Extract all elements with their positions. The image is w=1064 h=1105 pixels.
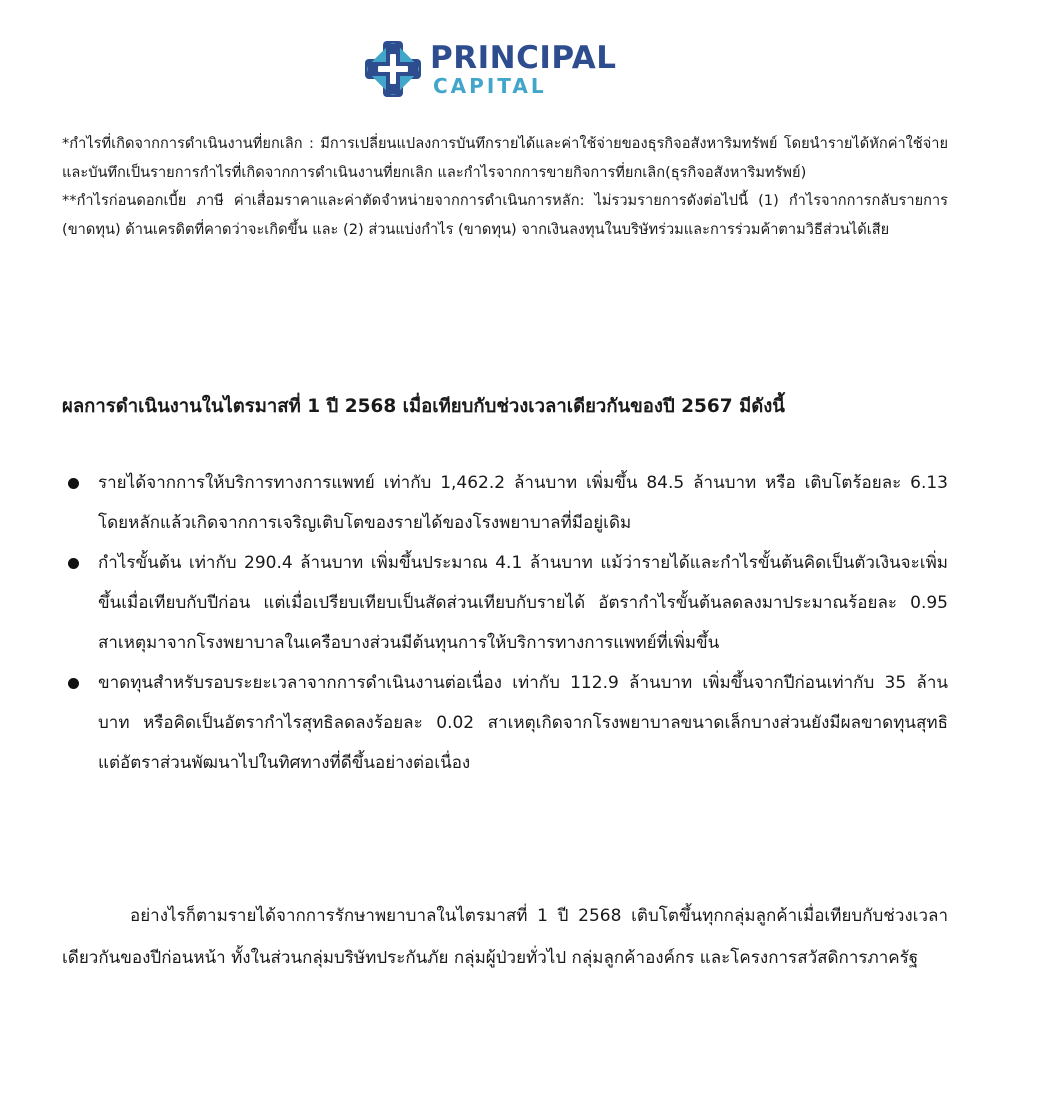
- results-bullet-list: [62, 463, 948, 783]
- footnote-ebitda: **กำไรก่อนดอกเบี้ย ภาษี ค่าเสื่อมราคาและค่าตัดจำหน่ายจากการดำเนินการหลัก: ไม่รวมรายการดังต่อไปนี้ (1) กำไรจากการกลับรายการ (ขาดทุน) ด้านเครดิตที่คาดว่าจะเกิดขึ้น และ (2) ส่วนแบ่งกำไร (ขาดทุน) จากเงินลงทุนในบริษัทร่วมและการร่วมค้าตามวิธีส่วนได้เสีย: [62, 192, 948, 238]
- medical-cross-logo-icon: [362, 38, 424, 100]
- footnotes: [62, 130, 948, 244]
- closing-paragraph: อย่างไรก็ตามรายได้จากการรักษาพยาบาลในไตรมาสที่ 1 ปี 2568 เติบโตขึ้นทุกกลุ่มลูกค้าเมื่อเทียบกับช่วงเวลาเดียวกันของปีก่อนหน้า ทั้งในส่วนกลุ่มบริษัทประกันภัย กลุ่มผู้ป่วยทั่วไป กลุ่มลูกค้าองค์กร และโครงการสวัสดิการภาครัฐ: [62, 906, 948, 968]
- bullet-text: ขาดทุนสำหรับรอบระยะเวลาจากการดำเนินงานต่อเนื่อง เท่ากับ 112.9 ล้านบาท เพิ่มขึ้นจากปีก่อนเท่ากับ 35 ล้านบาท หรือคิดเป็นอัตรากำไรสุทธิลดลงร้อยละ 0.02 สาเหตุเกิดจากโรงพยาบาลขนาดเล็กบางส่วนยังมีผลขาดทุนสุทธิ แต่อัตราส่วนพัฒนาไปในทิศทางที่ดีขึ้นอย่างต่อเนื่อง: [98, 673, 948, 773]
- bullet-net-loss: [62, 663, 948, 783]
- bullet-text: รายได้จากการให้บริการทางการแพทย์ เท่ากับ 1,462.2 ล้านบาท เพิ่มขึ้น 84.5 ล้านบาท หรือ เติบโตร้อยละ 6.13 โดยหลักแล้วเกิดจากการเจริญเติบโตของรายได้ของโรงพยาบาลที่มีอยู่เดิม: [98, 473, 948, 533]
- logo-word-principal: PRINCIPAL: [430, 39, 617, 76]
- footnote-discontinued-operations: *กำไรที่เกิดจากการดำเนินงานที่ยกเลิก : มีการเปลี่ยนแปลงการบันทึกรายได้และค่าใช้จ่ายของธุรกิจอสังหาริมทรัพย์ โดยนำรายได้หักค่าใช้จ่ายและบันทึกเป็นรายการกำไรที่เกิดจากการดำเนินงานที่ยกเลิก และกำไรจากการขายกิจการที่ยกเลิก(ธุรกิจอสังหาริมทรัพย์): [62, 135, 948, 181]
- bullet-dot-icon: [68, 678, 79, 689]
- bullet-gross-profit: [62, 543, 948, 663]
- bullet-text: กำไรขั้นต้น เท่ากับ 290.4 ล้านบาท เพิ่มขึ้นประมาณ 4.1 ล้านบาท แม้ว่ารายได้และกำไรขั้นต้นคิดเป็นตัวเงินจะเพิ่มขึ้นเมื่อเทียบกับปีก่อน แต่เมื่อเปรียบเทียบเป็นสัดส่วนเทียบกับรายได้ อัตรากำไรขั้นต้นลดลงมาประมาณร้อยละ 0.95 สาเหตุมาจากโรงพยาบาลในเครือบางส่วนมีต้นทุนการให้บริการทางการแพทย์ที่เพิ่มขึ้น: [98, 553, 948, 653]
- logo-word-capital: CAPITAL: [433, 73, 547, 98]
- bullet-medical-revenue: [62, 463, 948, 543]
- bullet-dot-icon: [68, 558, 79, 569]
- principal-capital-logo: [362, 38, 616, 100]
- bullet-dot-icon: [68, 478, 79, 489]
- section-heading: ผลการดำเนินงานในไตรมาสที่ 1 ปี 2568 เมื่อเทียบกับช่วงเวลาเดียวกันของปี 2567 มีดังนี้: [62, 396, 785, 417]
